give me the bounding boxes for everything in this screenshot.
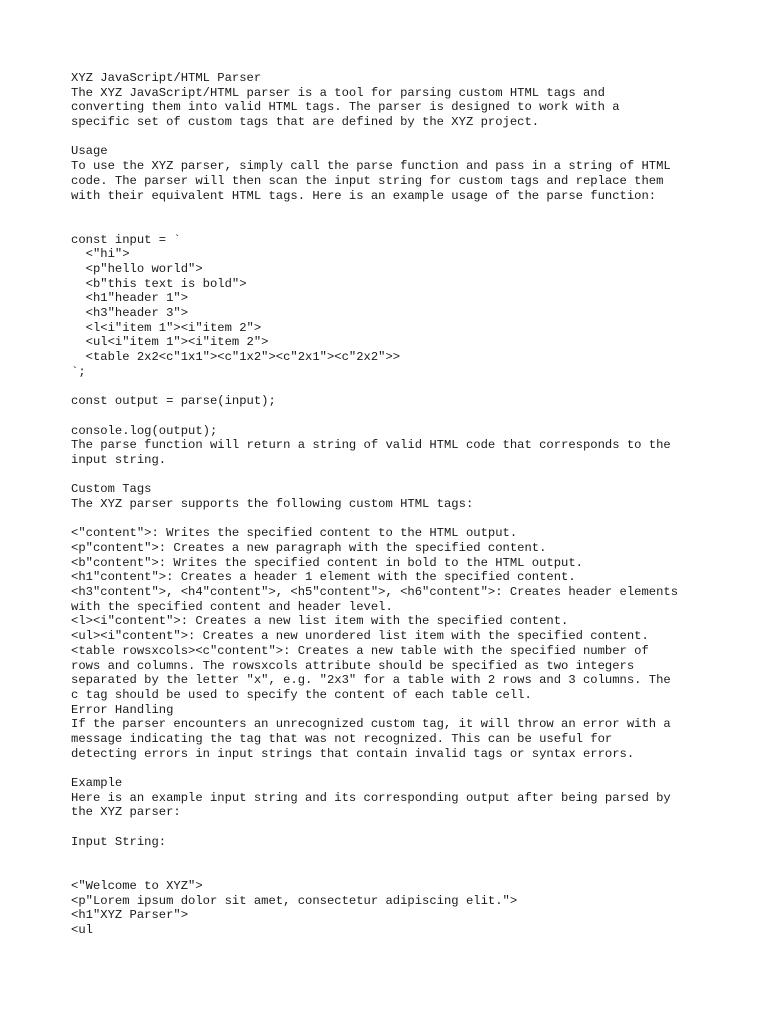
blank-line: [71, 849, 711, 864]
intro-line: specific set of custom tags that are defined by the XYZ project.: [71, 115, 540, 130]
intro-line: converting them into valid HTML tags. The parser is designed to work with a: [71, 100, 620, 115]
tag-description: <l><i"content">: Creates a new list item with the specified content.: [71, 614, 569, 629]
doc-title: XYZ JavaScript/HTML Parser: [71, 71, 262, 85]
usage-line: To use the XYZ parser, simply call the parse function and pass in a string of HTML: [71, 159, 671, 174]
tag-description: with the specified content and header level.: [71, 599, 393, 614]
code-line: <p"hello world">: [71, 261, 203, 276]
usage-line: with their equivalent HTML tags. Here is an example usage of the parse function:: [71, 188, 657, 203]
paragraph-line: the XYZ parser:: [71, 805, 181, 820]
usage-line: code. The parser will then scan the input string for custom tags and replace them: [71, 173, 664, 188]
section-heading-example: Example: [71, 776, 123, 790]
section-heading-error-handling: Error Handling: [71, 702, 174, 717]
blank-line: [71, 130, 711, 145]
tag-description: <"content">: Writes the specified content to the HTML output.: [71, 526, 518, 541]
paragraph-line: The XYZ parser supports the following custom HTML tags:: [71, 496, 474, 511]
blank-line: [71, 203, 711, 218]
code-line: `;: [71, 364, 86, 379]
code-line: <table 2x2<c"1x1"><c"1x2"><c"2x1"><c"2x2">>: [71, 350, 401, 365]
code-line: <p"Lorem ipsum dolor sit amet, consectetur adipiscing elit.">: [71, 893, 518, 908]
paragraph-line: input string.: [71, 452, 167, 467]
paragraph-line: Here is an example input string and its corresponding output after being parsed by: [71, 790, 671, 805]
code-line: <l<i"item 1"><i"item 2">: [71, 320, 262, 335]
tag-description: c tag should be used to specify the content of each table cell.: [71, 687, 532, 702]
tag-description: rows and columns. The rowsxcols attribute should be specified as two integers: [71, 658, 635, 673]
blank-line: [71, 468, 711, 483]
blank-line: [71, 409, 711, 424]
code-line: <h1"header 1">: [71, 291, 189, 306]
section-heading-custom-tags: Custom Tags: [71, 482, 152, 497]
code-line: <b"this text is bold">: [71, 276, 247, 291]
code-line: <"hi">: [71, 247, 130, 262]
paragraph-line: If the parser encounters an unrecognized custom tag, it will throw an error with a: [71, 717, 671, 732]
tag-description: <p"content">: Creates a new paragraph with the specified content.: [71, 541, 547, 555]
paragraph-line: detecting errors in input strings that contain invalid tags or syntax errors.: [71, 746, 635, 761]
blank-line: [71, 218, 711, 233]
tag-description: <ul><i"content">: Creates a new unordered list item with the specified content.: [71, 629, 649, 644]
code-line: const input = `: [71, 232, 181, 247]
paragraph-line: message indicating the tag that was not recognized. This can be useful for: [71, 731, 613, 746]
tag-description: <table rowsxcols><c"content">: Creates a new table with the specified number of: [71, 643, 649, 658]
blank-line: [71, 379, 711, 394]
document-body: [71, 71, 711, 938]
code-line: <ul: [71, 922, 93, 937]
tag-description: <h3"content">, <h4"content">, <h5"content">, <h6"content">: Creates header elements: [71, 585, 679, 600]
tag-description: <h1"content">: Creates a header 1 element with the specified content.: [71, 570, 576, 585]
tag-description: <b"content">: Writes the specified content in bold to the HTML output.: [71, 555, 583, 570]
code-line: <ul<i"item 1"><i"item 2">: [71, 335, 269, 350]
blank-line: [71, 761, 711, 776]
code-line: <h1"XYZ Parser">: [71, 908, 189, 923]
code-line: console.log(output);: [71, 423, 218, 438]
blank-line: [71, 820, 711, 835]
blank-line: [71, 512, 711, 527]
code-line: <h3"header 3">: [71, 306, 189, 320]
input-string-label: Input String:: [71, 834, 167, 849]
code-line: const output = parse(input);: [71, 394, 276, 409]
intro-line: The XYZ JavaScript/HTML parser is a tool for parsing custom HTML tags and: [71, 85, 605, 100]
code-line: <"Welcome to XYZ">: [71, 878, 203, 893]
blank-line: [71, 864, 711, 879]
paragraph-line: The parse function will return a string of valid HTML code that corresponds to the: [71, 438, 671, 453]
section-heading-usage: Usage: [71, 144, 108, 159]
tag-description: separated by the letter "x", e.g. "2x3" for a table with 2 rows and 3 columns. The: [71, 673, 671, 688]
